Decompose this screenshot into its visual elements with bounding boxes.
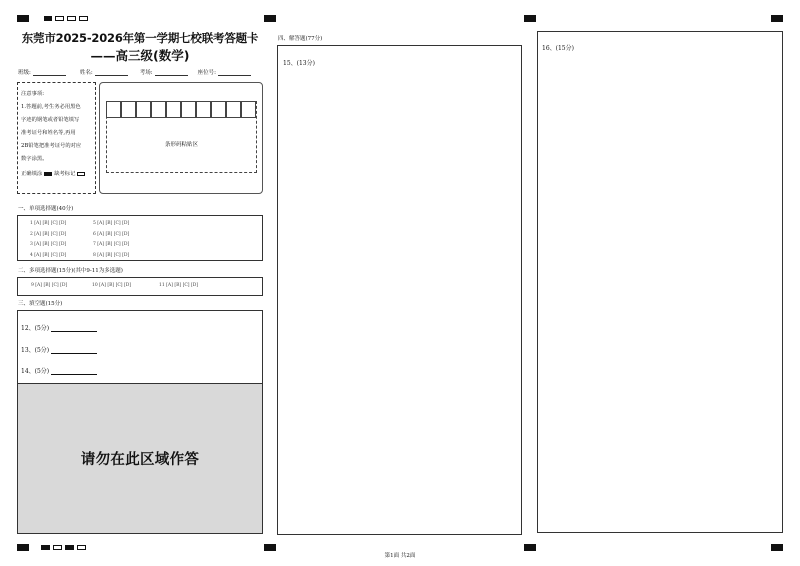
page-code-mark [44,16,52,21]
exam-number-cells [106,101,256,118]
page-code-mark [79,16,88,21]
answer-box-16[interactable] [537,31,783,533]
class-field[interactable]: 班级: [18,68,66,76]
name-field[interactable]: 姓名: [80,68,128,76]
section3-title: 三、填空题(15分) [18,301,63,307]
timing-mark [17,544,29,551]
section4-title: 四、解答题(77分) [278,36,323,42]
notice-line: 字迹的钢笔或者铅笔填写 [21,117,80,123]
section1-title: 一、单项选择题(40分) [18,206,74,212]
page-code-mark [53,545,62,550]
notice-line: 数字涂黑。 [21,156,48,162]
answer-blank[interactable] [51,348,97,354]
choice-row[interactable]: 5 [A] [B] [C] [D] [93,221,130,226]
digit-cell[interactable] [226,101,241,118]
section2-title: 二、多项选择题(15分)(其中9-11为多选题) [18,268,123,274]
no-write-label: 请勿在此区域作答 [80,452,200,468]
digit-cell[interactable] [106,101,121,118]
choice-row[interactable]: 9 [A] [B] [C] [D] [31,283,68,288]
fill-blank-12[interactable]: 12、(5分) [21,323,97,332]
timing-mark [771,544,783,551]
digit-cell[interactable] [136,101,151,118]
choice-row[interactable]: 2 [A] [B] [C] [D] [30,231,67,237]
choice-row[interactable]: 10 [A] [B] [C] [D] [92,283,132,288]
notice-box [17,82,96,194]
fill-blank-14[interactable]: 14、(5分) [21,366,97,375]
answer-blank[interactable] [51,369,97,375]
notice-line: 准考证号和姓名等,再用 [21,130,76,136]
notice-heading: 注意事项: [21,91,44,97]
timing-mark [771,15,783,22]
digit-cell[interactable] [241,101,256,118]
page-code-mark [41,545,50,550]
no-write-zone [17,383,263,534]
notice-line: 2B铅笔把准考证号的对应 [21,143,82,149]
digit-cell[interactable] [151,101,166,118]
page-code-mark [55,16,64,21]
choice-row[interactable]: 8 [A] [B] [C] [D] [93,252,130,258]
page-code-mark [67,16,76,21]
question-16-label: 16、(15分) [542,45,574,52]
fill-blank-13[interactable]: 13、(5分) [21,345,97,354]
choice-row[interactable]: 7 [A] [B] [C] [D] [93,242,130,247]
question-15-label: 15、(13分) [283,60,315,67]
timing-mark [264,544,276,551]
choice-row[interactable]: 6 [A] [B] [C] [D] [93,231,130,237]
missing-exam-mark[interactable] [77,172,85,176]
sheet-subtitle: ——高三级(数学) [90,48,190,63]
notice-line: 1.答题前,考生务必用黑色 [21,104,81,110]
page-footer: 第1面 共2面 [384,553,416,559]
page-code-mark [65,545,74,550]
choice-row[interactable]: 1 [A] [B] [C] [D] [30,221,67,226]
student-info-row [18,68,263,76]
choice-row[interactable]: 11 [A] [B] [C] [D] [159,283,199,288]
timing-mark [17,15,29,22]
correct-fill-mark [44,172,52,176]
sheet-title: 东莞市2025-2026年第一学期七校联考答题卡 [21,31,259,45]
page-code-mark [77,545,86,550]
answer-box-15[interactable] [277,45,522,535]
seat-number-field[interactable]: 座位号: [198,68,251,76]
choice-row[interactable]: 4 [A] [B] [C] [D] [30,252,67,258]
digit-cell[interactable] [181,101,196,118]
timing-mark [264,15,276,22]
digit-cell[interactable] [166,101,181,118]
fill-example: 正确填涂 缺考标记 [21,168,92,181]
exam-room-field[interactable]: 考场: [140,68,188,76]
digit-cell[interactable] [121,101,136,118]
digit-cell[interactable] [196,101,211,118]
barcode-label: 条形码粘贴区 [164,142,198,148]
digit-cell[interactable] [211,101,226,118]
choice-row[interactable]: 3 [A] [B] [C] [D] [30,242,67,247]
answer-blank[interactable] [51,326,97,332]
timing-mark [524,15,536,22]
timing-mark [524,544,536,551]
